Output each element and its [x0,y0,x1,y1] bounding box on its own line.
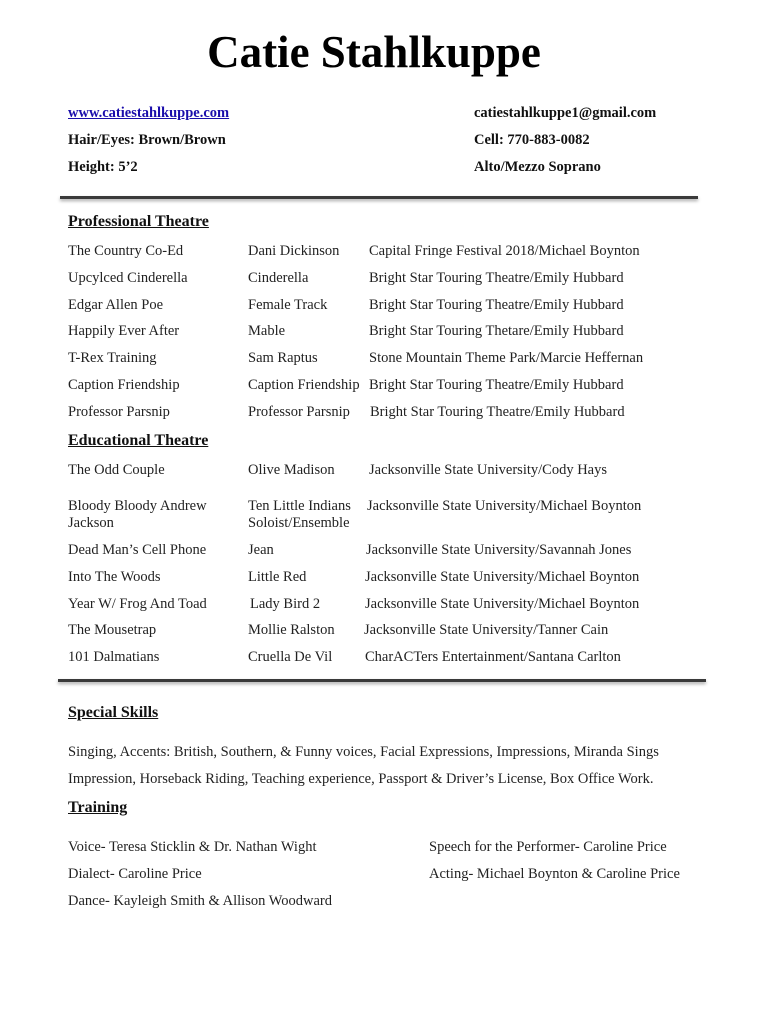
section-title-training: Training [68,799,128,816]
section-title-educational: Educational Theatre [68,432,209,449]
role: Cinderella [248,270,309,286]
table-row [0,498,768,536]
table-row [0,462,768,482]
company-director: Jacksonville State University/Savannah Jones [366,542,632,558]
divider-top [60,196,698,199]
show-title: Caption Friendship [68,377,180,393]
divider-middle [58,679,706,682]
role: Little Red [248,569,307,585]
company-director: Capital Fringe Festival 2018/Michael Boynton [369,243,640,259]
show-title: Bloody Bloody Andrew [68,498,207,514]
table-row [0,270,768,290]
show-title-continued: Jackson [68,515,114,531]
show-title: Year W/ Frog And Toad [68,596,207,612]
company-director: Jacksonville State University/Cody Hays [369,462,608,478]
company-director: Jacksonville State University/Michael Boynton [367,498,642,514]
role: Professor Parsnip [248,404,350,420]
show-title: The Odd Couple [68,462,165,478]
skills-line-2: Impression, Horseback Riding, Teaching experience, Passport & Driver’s License, Box Office Work. [68,771,654,787]
role: Sam Raptus [248,350,318,366]
resume-name: Catie Stahlkuppe [207,27,541,77]
company-director: Jacksonville State University/Michael Boynton [365,596,640,612]
company-director: CharACTers Entertainment/Santana Carlton [365,649,621,665]
company-director: Jacksonville State University/Michael Boynton [365,569,640,585]
table-row [0,377,768,397]
role: Cruella De Vil [248,649,333,665]
section-title-skills: Special Skills [68,704,159,721]
role: Mollie Ralston [248,622,335,638]
voice-type: Alto/Mezzo Soprano [474,159,601,175]
show-title: 101 Dalmatians [68,649,160,665]
show-title: Dead Man’s Cell Phone [68,542,207,558]
company-director: Stone Mountain Theme Park/Marcie Heffernan [369,350,644,366]
show-title: The Country Co-Ed [68,243,184,259]
email: catiestahlkuppe1@gmail.com [474,105,657,121]
company-director: Bright Star Touring Thetare/Emily Hubbard [369,323,624,339]
hair-eyes: Hair/Eyes: Brown/Brown [68,132,226,148]
show-title: T-Rex Training [68,350,157,366]
company-director: Bright Star Touring Theatre/Emily Hubbard [369,377,624,393]
company-director: Jacksonville State University/Tanner Cain [364,622,609,638]
skills-line-1: Singing, Accents: British, Southern, & Funny voices, Facial Expressions, Impressions, Miranda Sings [68,744,659,760]
show-title: Professor Parsnip [68,404,170,420]
company-director: Bright Star Touring Theatre/Emily Hubbard [370,404,625,420]
show-title: The Mousetrap [68,622,157,638]
cell-phone: Cell: 770-883-0082 [474,132,590,148]
role-continued: Soloist/Ensemble [248,515,350,531]
company-director: Bright Star Touring Theatre/Emily Hubbard [369,297,624,313]
role: Olive Madison [248,462,335,478]
table-row [0,622,768,642]
role: Ten Little Indians [248,498,351,514]
role: Lady Bird 2 [250,596,321,612]
table-row [0,542,768,562]
role: Dani Dickinson [248,243,340,259]
height: Height: 5’2 [68,159,138,175]
show-title: Upcylced Cinderella [68,270,188,286]
role: Jean [248,542,274,558]
table-row [0,297,768,317]
table-row [0,323,768,343]
company-director: Bright Star Touring Theatre/Emily Hubbard [369,270,624,286]
training-dance: Dance- Kayleigh Smith & Allison Woodward [68,893,332,909]
training-voice: Voice- Teresa Sticklin & Dr. Nathan Wight [68,839,317,855]
role: Caption Friendship [248,377,360,393]
table-row [0,649,768,669]
training-dialect: Dialect- Caroline Price [68,866,202,882]
show-title: Into The Woods [68,569,161,585]
section-title-professional: Professional Theatre [68,213,209,230]
table-row [0,350,768,370]
training-speech: Speech for the Performer- Caroline Price [429,839,667,855]
table-row [0,243,768,263]
show-title: Happily Ever After [68,323,180,339]
table-row [0,569,768,589]
role: Female Track [248,297,328,313]
website-link[interactable]: www.catiestahlkuppe.com [68,105,230,121]
role: Mable [248,323,286,339]
show-title: Edgar Allen Poe [68,297,164,313]
table-row [0,596,768,616]
training-acting: Acting- Michael Boynton & Caroline Price [429,866,680,882]
table-row [0,404,768,424]
